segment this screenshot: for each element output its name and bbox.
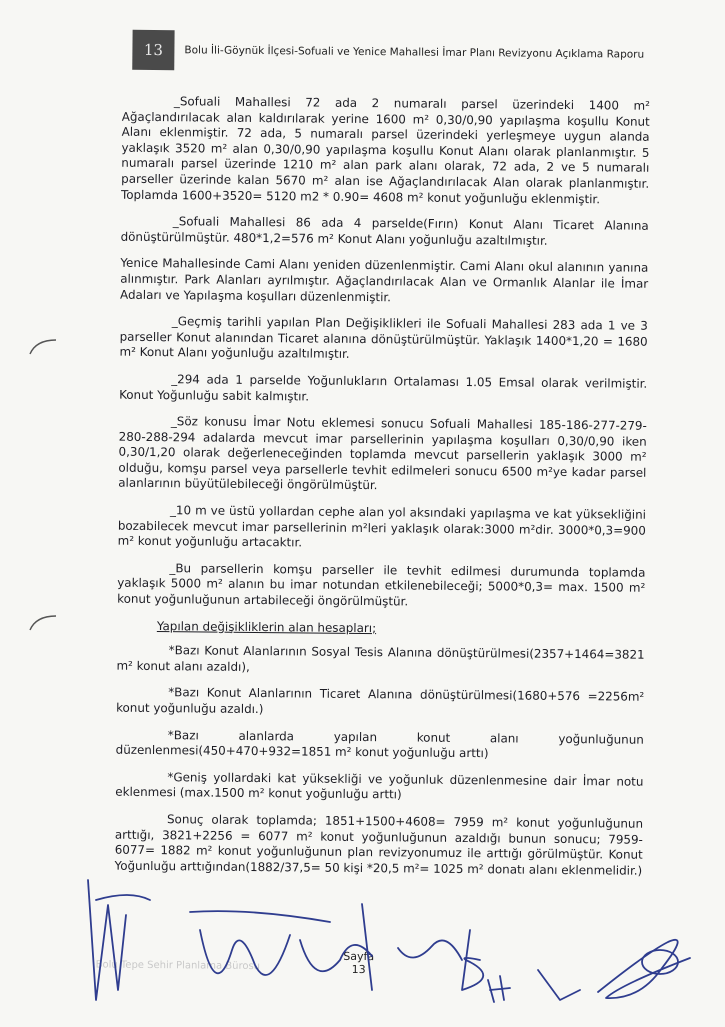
footer-page-label: Sayfa <box>343 949 375 964</box>
signature-1 <box>88 880 150 1000</box>
paragraph-plan-degisiklikleri: _Geçmiş tarihli yapılan Plan Değişiklikleri ile Sofuali Mahallesi 283 ada 1 ve 3 parseller Konut alanından Ticaret alanına dönüştürülmüştür. Yaklaşık 1400*1,20 = 1680 m² Konut Alanı yoğunluğu azaltılmıştır. <box>119 314 648 362</box>
change-item-sosyal-tesis: *Bazı Konut Alanlarının Sosyal Tesis Alanına dönüştürülmesi(2357+1464=3821 m² konut alanı azaldı), <box>116 643 645 674</box>
signature-6 <box>462 930 483 990</box>
signature-5 <box>398 940 462 960</box>
signature-2 <box>200 930 290 975</box>
change-item-ticaret: *Bazı Konut Alanlarının Ticaret Alanına dönüştürülmesi(1680+576 =2256m² konut yoğunluğu azaldı.) <box>116 685 645 717</box>
conclusion-paragraph: Sonuç olarak toplamda; 1851+1500+4608= 7959 m² konut yoğunluğunun arttığı, 3821+2256 = 6077 m² konut yoğunluğunun azaldığı bunun sonucu; 7959-6077= 1882 m² konut yoğunluğunun plan revizyonumuz ile arttığı görülmüştür. Konut Yoğunluğu arttığından(1882/37,5= 50 kişi *20,5 m²= 1025 m² donatı alanı eklenmelidir.) <box>114 812 644 878</box>
paragraph-sofuali-86-ada: _Sofuali Mahallesi 86 ada 4 parselde(Fırın) Konut Alanı Ticaret Alanına dönüştürülmüştür. 480*1,2=576 m² Konut Alanı yoğunluğu azaltılmıştır. <box>120 214 649 248</box>
paragraph-294-ada: _294 ada 1 parselde Yoğunlukların Ortalaması 1.05 Emsal olarak verilmiştir. Konut Yoğunluğu sabit kalmıştır. <box>119 372 648 404</box>
paragraph-tevhit: _Bu parsellerin komşu parseller ile tevhit edilmesi durumunda toplamda yaklaşık 5000 m² alanın bu imar notundan etkilenebileceği; 5000*0,3= max. 1500 m² konut yoğunluğunun artabileceği öngörülmüştür. <box>117 561 646 609</box>
signature-7 <box>488 976 510 1002</box>
paragraph-yenice-cami: Yenice Mahallesinde Cami Alanı yeniden düzenlenmiştir. Cami Alanı okul alanının yanına alınmıştır. Park Alanları ayrılmıştır. Ağaçlandırılacak Alan ve Ormanlık Alanlar ile İmar Adaları ve Yapılaşma koşulları düzenlenmiştir. <box>120 256 649 304</box>
signature-3 <box>190 911 330 922</box>
signature-8 <box>538 970 580 1000</box>
paragraph-imar-notu: _Söz konusu İmar Notu eklemesi sonucu Sofuali Mahallesi 185-186-277-279-280-288-294 adalarda mevcut imar parsellerinin yapılaşma koşulları 0,30/0,90 iken 0,30/1,20 olarak değerleneceğinden toplamda mevcut parsellerin yaklaşık 3000 m² olduğu, komşu parsel veya parsellerle tevhit edilmeleri sonucu 6500 m²ye kadar parsel alanlarının büyütülebileceği öngörülmüştür. <box>118 414 647 493</box>
footer-page-value: 13 <box>351 962 366 977</box>
header-page-number: 13 <box>132 30 174 70</box>
changes-heading: Yapılan değişikliklerin alan hesapları; <box>156 618 377 635</box>
header-title: Bolu İli-Göynük İlçesi-Sofuali ve Yenice Mahallesi İmar Planı Revizyonu Açıklama Raporu <box>184 44 645 61</box>
signature-4 <box>300 904 372 990</box>
paragraph-sofuali-72-ada: _Sofuali Mahallesi 72 ada 2 numaralı parsel üzerindeki 1400 m² Ağaçlandırılacak alan kaldırılarak yerine 1600 m² 0,30/0,90 yapılaşma koşullu Konut Alanı eklenmiştir. 72 ada, 5 numaralı parsel üzerindeki yerleşmeye uygun alanda yaklaşık 3520 m² alan 0,30/0,90 yapılaşma koşullu Konut Alanı olarak planlanmıştır. 5 numaralı parsel üzerinde 1210 m² alan park alanı olarak, 72 ada, 2 ve 5 numaralı parseller üzerinde kalan 5670 m² alan ise Ağaçlandırılacak Alan olarak planlanmıştır. Toplamda 1600+3520= 5120 m2 * 0.90= 4608 m² konut yoğunluğu eklenmiştir. <box>120 94 650 206</box>
change-item-yogunluk: *Bazı alanlarda yapılan konut alanı yoğunluğunun düzenlenmesi(450+470+932=1851 m² konut yoğunluğu arttı) <box>115 727 644 761</box>
change-item-imar-notu: *Geniş yollardaki kat yüksekliği ve yoğunluk düzenlenmesine dair İmar notu eklenmesi (max.1500 m² konut yoğunluğu arttı) <box>115 769 644 802</box>
footer-faint-text: Bolu Tepe Sehir Planlama Bürosu <box>95 959 261 973</box>
paragraph-10m-yollar: _10 m ve üstü yollardan cephe alan yol aksındaki yapılaşma ve kat yüksekliğini bozabilecek mevcut imar parsellerinin m²leri yaklaşık olarak:3000 m²dir. 3000*0,3=900 m² konut yoğunluğu artacaktır. <box>117 503 647 550</box>
signature-9 <box>598 940 690 998</box>
